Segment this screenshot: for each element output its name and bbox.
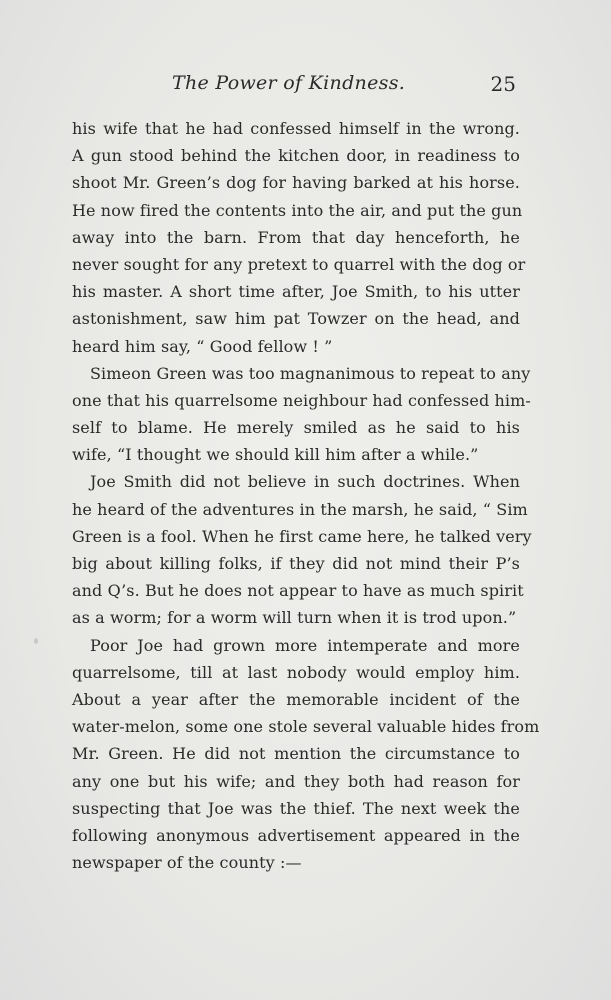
text-line: Joe Smith did not believe in such doctrines. When: [90, 472, 520, 492]
paper-speck: [34, 638, 38, 644]
running-title: The Power of Kindness.: [172, 72, 406, 94]
text-line: quarrelsome, till at last nobody would employ him.: [72, 662, 520, 682]
text-line: his wife that he had confessed himself in the wrong.: [72, 119, 520, 138]
text-line: big about killing folks, if they did not mind their P’s: [72, 554, 520, 573]
text-line: Mr. Green. He did not mention the circumstance to: [72, 744, 520, 764]
text-line: Poor Joe had grown more intemperate and more: [90, 635, 520, 655]
text-line: his master. A short time after, Joe Smith, to his utter: [72, 282, 520, 302]
page-number: 25: [490, 72, 516, 96]
text-line: heard him say, “ Good fellow ! ”: [72, 336, 333, 356]
body-text: [72, 115, 540, 876]
text-line: and Q’s. But he does not appear to have as much spirit: [72, 581, 524, 601]
text-line: following anonymous advertisement appeared in the: [72, 825, 520, 845]
text-line: any one but his wife; and they both had reason for: [72, 771, 520, 791]
text-line: A gun stood behind the kitchen door, in readiness to: [72, 146, 520, 166]
page-header: [70, 72, 516, 102]
text-line: Simeon Green was too magnanimous to repeat to any: [90, 363, 531, 383]
text-line: water-melon, some one stole several valuable hides from: [72, 717, 540, 737]
text-line: as a worm; for a worm will turn when it is trod upon.”: [72, 608, 517, 628]
text-line: shoot Mr. Green’s dog for having barked at his horse.: [72, 173, 520, 193]
text-line: astonishment, saw him pat Towzer on the head, and: [72, 309, 520, 329]
text-line: He now fired the contents into the air, and put the gun: [72, 200, 523, 220]
text-line: self to blame. He merely smiled as he said to his: [72, 418, 520, 438]
text-line: suspecting that Joe was the thief. The next week the: [72, 798, 520, 818]
text-line: away into the barn. From that day henceforth, he: [72, 227, 520, 247]
text-line: he heard of the adventures in the marsh, he said, “ Sim: [72, 499, 528, 519]
text-line: wife, “I thought we should kill him after a while.”: [72, 445, 479, 465]
text-line: About a year after the memorable incident of the: [72, 689, 520, 709]
text-line: one that his quarrelsome neighbour had confessed him-: [72, 390, 531, 410]
text-line: never sought for any pretext to quarrel with the dog or: [72, 254, 526, 274]
text-line: Green is a fool. When he first came here, he talked very: [72, 526, 532, 546]
text-line: newspaper of the county :—: [72, 853, 302, 873]
